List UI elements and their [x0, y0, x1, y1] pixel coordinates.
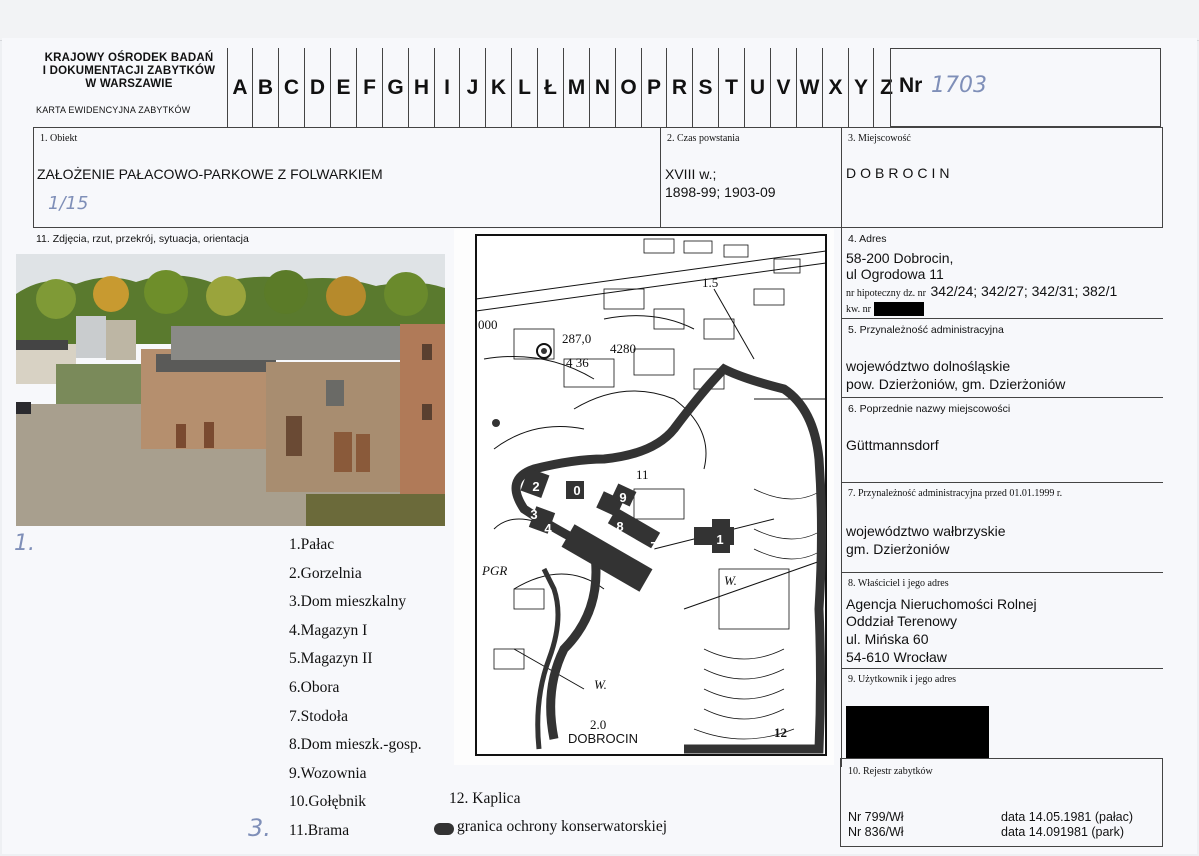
map-label: 287,0 [562, 331, 592, 346]
site-map [454, 229, 834, 765]
uzytkownik-label: 9. Użytkownik i jego adres [848, 674, 957, 685]
map-building-number: 7 [650, 539, 658, 554]
letter-box: M [563, 48, 589, 127]
legend-item: 3.Dom mieszkalny [289, 593, 407, 611]
rejestr-nr1: Nr 799/Wł [848, 810, 904, 824]
redaction-block [846, 706, 989, 758]
miejscowosc-label: 3. Miejscowość [848, 133, 911, 144]
adres-label: 4. Adres [848, 233, 887, 245]
legend-item: 10.Gołębnik [289, 793, 367, 811]
legend-item: 4.Magazyn I [289, 621, 368, 639]
map-label: 12 [774, 725, 787, 740]
map-building-number: 5 [568, 554, 576, 569]
site-map-svg [454, 229, 834, 765]
legend-item: 1.Pałac [289, 536, 335, 553]
classification-letters [227, 48, 899, 127]
legend-kaplica: 12. Kaplica [449, 790, 521, 807]
wlasciciel-line4: 54-610 Wrocław [846, 649, 947, 665]
letter-box: V [770, 48, 796, 127]
adres-line1: 58-200 Dobrocin, [846, 250, 954, 266]
map-building-number: 0 [573, 483, 581, 498]
wlasciciel-line2: Oddział Terenowy [846, 613, 958, 629]
letter-box: N [589, 48, 615, 127]
map-label: W. [724, 573, 737, 588]
letter-box: U [744, 48, 770, 127]
wlasciciel-label: 8. Właściciel i jego adres [848, 578, 949, 589]
kw-label: kw. nr [846, 304, 871, 315]
rejestr-data1: data 14.05.1981 (pałac) [1001, 810, 1134, 824]
map-building-number: 8 [616, 519, 624, 534]
legend-item: 2.Gorzelnia [289, 564, 362, 582]
legend-item: 5.Magazyn II [289, 650, 373, 668]
letter-box: G [382, 48, 408, 127]
map-label: 11 [636, 467, 649, 482]
nr-label: Nr [899, 74, 923, 97]
hip-label: nr hipoteczny dz. nr [846, 288, 926, 299]
czas-line2: 1898-99; 1903-09 [665, 184, 776, 200]
letter-box: L [511, 48, 537, 127]
letter-box: R [666, 48, 692, 127]
miejscowosc-value: DOBROCIN [846, 165, 954, 181]
przynaleznosc-label: 5. Przynależność administracyjna [848, 324, 1004, 336]
card-type: KARTA EWIDENCYJNA ZABYTKÓW [36, 105, 191, 115]
map-label: 4280 [610, 341, 636, 356]
rejestr-label: 10. Rejestr zabytków [848, 766, 933, 777]
letter-box: Ł [537, 48, 563, 127]
dz-value: 342/24; 342/27; 342/31; 382/1 [930, 283, 1118, 299]
przynaleznosc-line1: województwo dolnośląskie [846, 358, 1011, 374]
record-number-box [890, 48, 1161, 127]
map-building-number: 4 [544, 521, 552, 536]
czas-line1: XVIII w.; [665, 166, 717, 182]
obiekt-value: ZAŁOŻENIE PAŁACOWO-PARKOWE Z FOLWARKIEM [37, 166, 383, 182]
map-building-number: 1 [716, 532, 724, 547]
map-label: PGR [482, 563, 508, 578]
letter-box: W [796, 48, 822, 127]
map-label: W. [594, 677, 607, 692]
institution-line: KRAJOWY OŚRODEK BADAŃ [44, 52, 214, 64]
institution-line: I DOKUMENTACJI ZABYTKÓW [42, 65, 216, 77]
nr-handwritten-value: 1703 [931, 73, 987, 98]
obiekt-handwritten: 1/15 [48, 193, 89, 214]
obiekt-label: 1. Obiekt [40, 133, 78, 144]
institution-name [36, 52, 222, 91]
letter-box: J [459, 48, 485, 127]
map-number: 3. [248, 814, 271, 842]
letter-box: C [278, 48, 304, 127]
legend-item: 8.Dom mieszk.-gosp. [289, 736, 422, 754]
letter-box: B [252, 48, 278, 127]
letter-box: E [330, 48, 356, 127]
top-scan-strip [0, 0, 1199, 41]
letter-box: X [822, 48, 848, 127]
photo-number: 1. [14, 531, 35, 556]
letter-box: K [485, 48, 511, 127]
letter-box: Z [873, 48, 899, 127]
map-building-number: 3 [530, 507, 538, 522]
redaction-block [874, 302, 924, 316]
letter-box: S [692, 48, 718, 127]
letter-box: O [615, 48, 641, 127]
map-building-number: 9 [619, 490, 627, 505]
legend-item: 7.Stodoła [289, 707, 348, 725]
wlasciciel-line1: Agencja Nieruchomości Rolnej [846, 596, 1037, 612]
przed1999-line1: województwo wałbrzyskie [846, 523, 1006, 539]
letter-box: Y [848, 48, 873, 127]
institution-line: W WARSZAWIE [85, 78, 173, 90]
map-label: DOBROCIN [568, 731, 639, 746]
poprzednie-label: 6. Poprzednie nazwy miejscowości [848, 403, 1011, 415]
letter-box: F [356, 48, 382, 127]
map-building-number: 6 [636, 601, 644, 616]
czas-label: 2. Czas powstania [667, 133, 740, 144]
rejestr-nr2: Nr 836/Wł [848, 825, 904, 839]
map-label: 2.0 [590, 717, 607, 732]
przynaleznosc-line2: pow. Dzierżoniów, gm. Dzierżoniów [846, 376, 1066, 392]
map-label: 4 36 [566, 355, 589, 370]
letter-box: P [641, 48, 666, 127]
legend-item: 6.Obora [289, 678, 340, 696]
legend-granica: granica ochrony konserwatorskiej [457, 818, 668, 835]
map-label: 000 [478, 317, 498, 332]
przed1999-label: 7. Przynależność administracyjna przed 01.01.1999 r. [848, 488, 1063, 499]
legend-list [289, 531, 422, 846]
letter-box: D [304, 48, 330, 127]
przed1999-line2: gm. Dzierżoniów [846, 541, 950, 557]
adres-line2: ul Ogrodowa 11 [846, 266, 944, 282]
boundary-symbol-icon [434, 823, 454, 835]
letter-box: A [227, 48, 252, 127]
zdjecia-label: 11. Zdjęcia, rzut, przekrój, sytuacja, orientacja [36, 233, 249, 245]
map-building-number: 2 [532, 479, 540, 494]
letter-box: I [434, 48, 459, 127]
legend-item: 11.Brama [289, 821, 350, 839]
letter-box: H [408, 48, 434, 127]
letter-box: T [718, 48, 744, 127]
map-label: 1.5 [702, 275, 719, 290]
adres-hip [846, 283, 1117, 301]
site-photo [16, 254, 445, 526]
poprzednie-value: Güttmannsdorf [846, 437, 939, 453]
rejestr-data2: data 14.091981 (park) [1001, 825, 1125, 839]
legend-item: 9.Wozownia [289, 764, 367, 782]
wlasciciel-line3: ul. Mińska 60 [846, 631, 929, 647]
